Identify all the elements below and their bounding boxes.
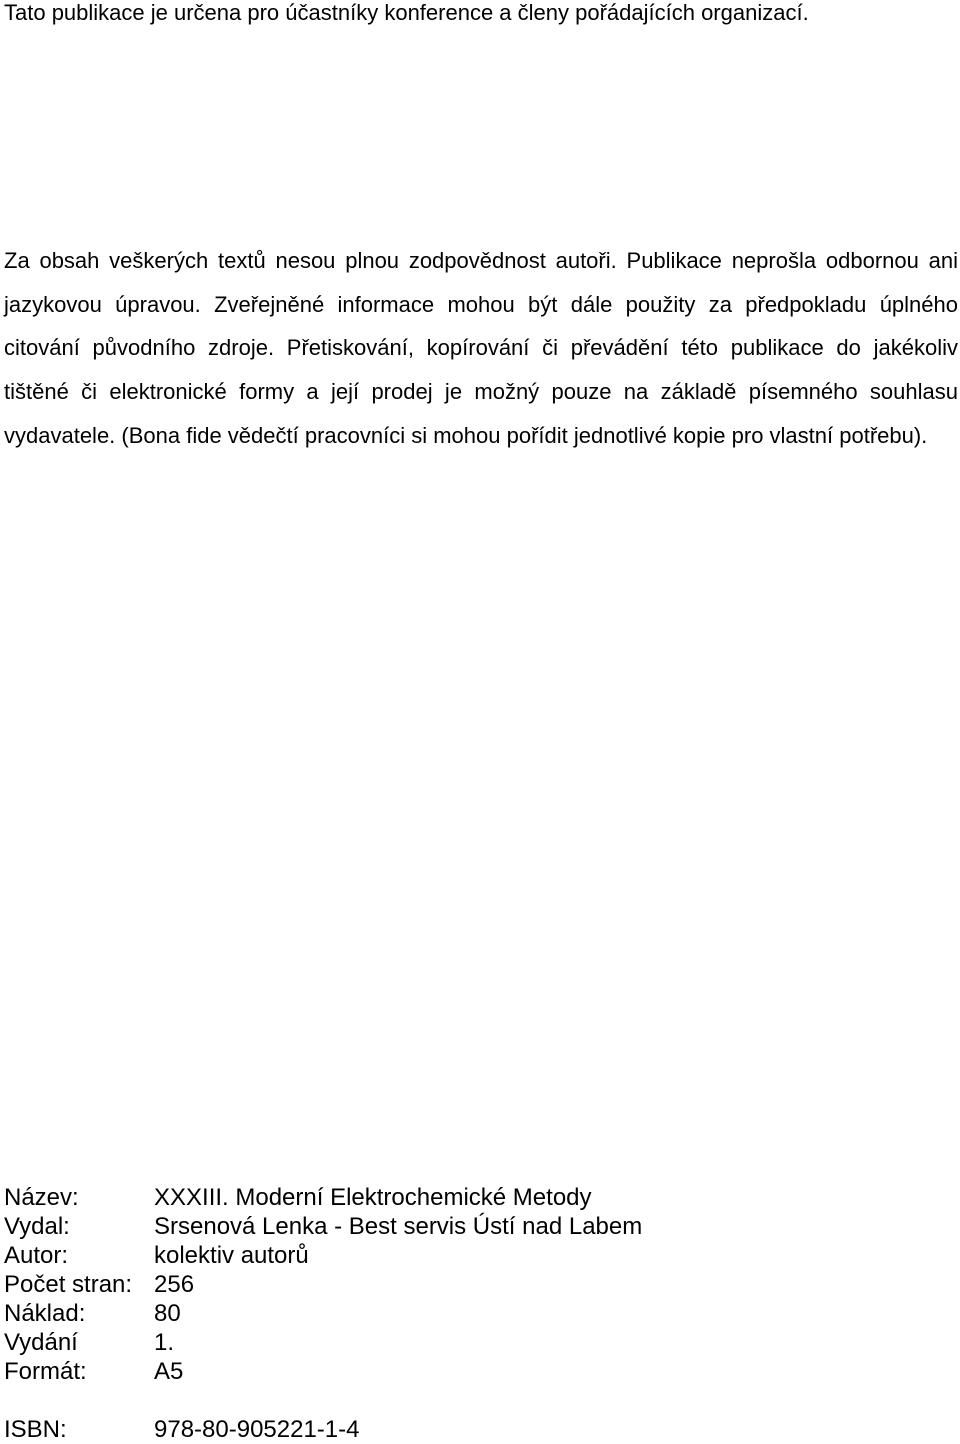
colophon-row-print-run <box>4 1299 904 1328</box>
copyright-notice: Za obsah veškerých textů nesou plnou zodpovědnost autoři. Publikace neprošla odbornou ani jazykovou úpravou. Zveřejněné informace mohou být dále použity za předpokladu úplného citování původního zdroje. Přetiskování, kopírování či převádění této publikace do jakékoliv tištěné či elektronické formy a její prodej je možný pouze na základě písemného souhlasu vydavatele. (Bona fide vědečtí pracovníci si mohou pořídit jednotlivé kopie pro vlastní potřebu). <box>4 248 958 448</box>
pages-label: Počet stran: <box>4 1271 133 1298</box>
author-value: kolektiv autorů <box>154 1242 309 1269</box>
title-label: Název: <box>4 1184 79 1211</box>
audience-statement: Tato publikace je určena pro účastníky konference a členy pořádajících organizací. <box>4 0 809 25</box>
colophon-row-publisher <box>4 1212 904 1241</box>
pages-value: 256 <box>154 1271 195 1298</box>
publisher-value: Srsenová Lenka - Best servis Ústí nad Labem <box>154 1213 643 1240</box>
colophon-row-pages <box>4 1270 904 1299</box>
colophon-row-format <box>4 1357 904 1386</box>
colophon <box>4 1183 904 1444</box>
print-run-value: 80 <box>154 1300 181 1327</box>
isbn-value: 978-80-905221-1-4 <box>154 1416 360 1443</box>
edition-value: 1. <box>154 1329 175 1356</box>
colophon-row-isbn <box>4 1415 904 1444</box>
colophon-row-title <box>4 1183 904 1212</box>
format-value: A5 <box>154 1358 184 1385</box>
author-label: Autor: <box>4 1242 69 1269</box>
isbn-label: ISBN: <box>4 1416 67 1443</box>
print-run-label: Náklad: <box>4 1300 86 1327</box>
edition-label: Vydání <box>4 1329 78 1356</box>
title-value: XXXIII. Moderní Elektrochemické Metody <box>154 1184 592 1211</box>
colophon-row-edition <box>4 1328 904 1357</box>
format-label: Formát: <box>4 1358 87 1385</box>
colophon-row-author <box>4 1241 904 1270</box>
publisher-label: Vydal: <box>4 1213 70 1240</box>
